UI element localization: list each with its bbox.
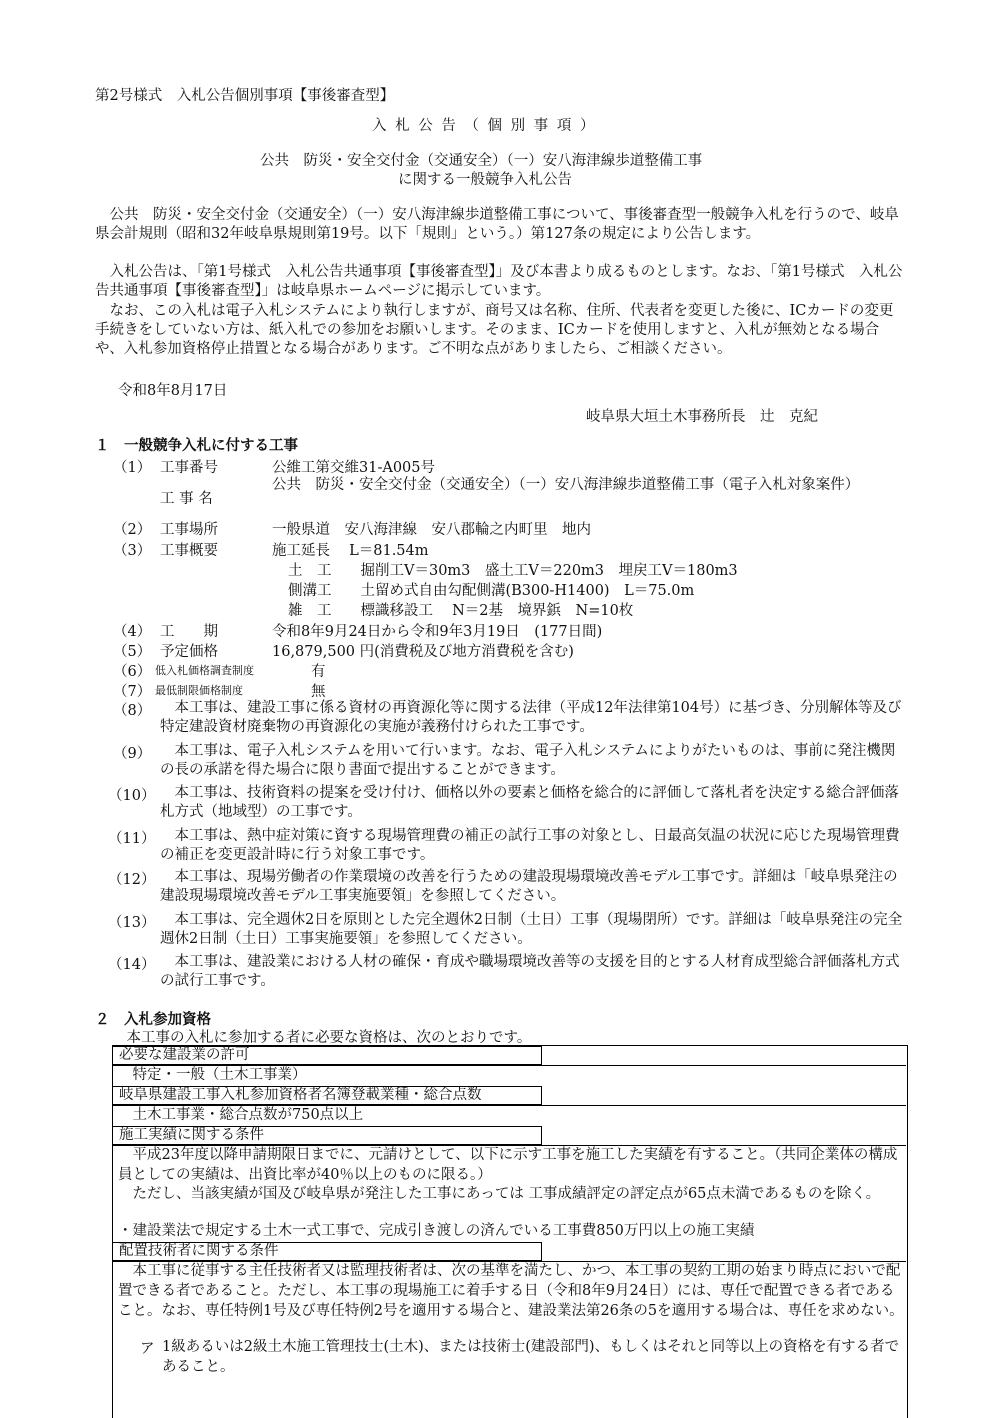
intro-paragraph-2: 入札公告は、「第1号様式 入札公告共通事項【事後審査型】」及び本書より成るものとします。なお、「第1号様式 入札公告共通事項【事後審査型】」は岐阜県ホームページに掲示しています。 [95,264,903,299]
table-cell-registry: 土木工事業・総合点数が750点以上 [118,1107,364,1123]
item-3-number: （3） [113,543,152,559]
item-7-value: 無 [311,684,326,700]
item-4-number: （4） [113,624,152,640]
item-12-text: 本工事は、現場労働者の作業環境の改善を行うための建設現場環境改善モデル工事です。詳細は「岐阜県発注の建設現場環境改善モデル工事実施要領」を参照してください。 [160,869,898,904]
table-cell-experience-b: ただし、当該実績が国及び岐阜県が発注した工事にあっては 工事成績評定の評定点が65点未満であるものを除く。 [118,1186,881,1202]
table-cell-experience-c: ・建設業法で規定する土木一式工事で、完成引き渡しの済んでいる工事費850万円以上の施工実績 [118,1223,755,1239]
table-cell-engineer-mark: ア [140,1341,155,1357]
table-header-license: 必要な建設業の許可 [112,1046,542,1065]
item-13-number: （13） [108,915,156,931]
table-header-registry: 岐阜県建設工事入札参加資格者名簿登載業種・総合点数 [112,1086,542,1105]
form-label: 第2号様式 入札公告個別事項【事後審査型】 [95,88,395,104]
item-6-number: （6） [113,664,152,680]
section2-lead: 本工事の入札に参加する者に必要な資格は、次のとおりです。 [112,1030,532,1046]
item-12-number: （12） [108,872,156,888]
table-row-license [112,1065,906,1084]
item-9-number: （9） [113,746,152,762]
item-4-label: 工 期 [160,624,218,640]
item-8-number: （8） [113,703,152,719]
item-2-value: 一般県道 安八海津線 安八郡輪之内町里 地内 [272,522,591,538]
item-14-text: 本工事は、建設業における人材の確保・育成や職場環境改善等の支援を目的とする人材育成型総合評価落札方式の試行工事です。 [160,954,900,989]
table-row-registry [112,1105,906,1124]
item-2-number: （2） [113,522,152,538]
item-5-number: （5） [113,644,152,660]
page-title: 入 札 公 告 （ 個 別 事 項 ） [372,118,597,134]
table-cell-experience-a: 平成23年度以降申請期限日までに、元請けとして、以下に示す工事を施工した実績を有すること。（共同企業体の構成員としての実績は、出資比率が40％以上のものに限る。） [118,1147,898,1183]
item-9-text: 本工事は、電子入札システムを用いて行います。なお、電子入札システムによりがたいものは、事前に発注機関の長の承諾を得た場合に限り書面で提出することができます。 [160,743,896,778]
item-3-value-c: 側溝工 土留め式自由勾配側溝(B300-H1400) L＝75.0m [288,583,695,599]
item-10-text: 本工事は、技術資料の提案を受け付け、価格以外の要素と価格を総合的に評価して落札者を決定する総合評価落札方式（地域型）の工事です。 [160,785,899,820]
item-7-label: 最低制限価格制度 [155,684,243,697]
item-11-text: 本工事は、熱中症対策に資する現場管理費の補正の試行工事の対象とし、日最高気温の状況に応じた現場管理費の補正を変更設計時に行う対象工事です。 [160,828,900,863]
issuer-name: 岐阜県大垣土木事務所長 辻 克紀 [586,409,818,425]
table-header-engineer: 配置技術者に関する条件 [112,1242,542,1261]
item-10-number: （10） [108,788,156,804]
item-3-value-a: 施工延長 L＝81.54m [272,543,429,559]
item-6-label: 低入札価格調査制度 [155,664,254,677]
item-1b-value: 公共 防災・安全交付金（交通安全）（一）安八海津線歩道整備工事（電子入札対象案件） [272,477,860,493]
notice-subtitle-line2: に関する一般競争入札公告 [398,172,572,188]
table-cell-engineer-a: 本工事に従事する主任技術者又は監理技術者は、次の基準を満たし、かつ、本工事の契約工期の始まり時点においで配置できる者であること。ただし、本工事の現場施工に着手する日（令和8年9月24日）には、専任で配置できる者であること。なお、専任特例1号及び専任特例2号を適用する場合と、建設業法第26条の5を適用する場合は、専任を求めない。 [118,1263,904,1319]
item-3-label: 工事概要 [160,543,218,559]
item-1-number: （1） [113,460,152,476]
intro-paragraph-1: 公共 防災・安全交付金（交通安全）（一）安八海津線歩道整備工事について、事後審査型一般競争入札を行うので、岐阜県会計規則（昭和32年岐阜県規則第19号。以下「規則」という。）第127条の規定により公告します。 [95,207,899,242]
item-4-value: 令和8年9月24日から令和9年3月19日 (177日間) [272,624,603,640]
item-5-label: 予定価格 [160,644,218,660]
item-1b-label: 工 事 名 [160,491,213,507]
item-2-label: 工事場所 [160,522,218,538]
item-13-text: 本工事は、完全週休2日を原則とした完全週休2日制（土日）工事（現場閉所）です。詳細は「岐阜県発注の完全週休2日制（土日）工事実施要領」を参照してください。 [160,912,903,947]
notice-subtitle-line1: 公共 防災・安全交付金（交通安全）（一）安八海津線歩道整備工事 [260,153,703,169]
section1-heading: １ 一般競争入札に付する工事 [95,437,298,454]
table-header-experience: 施工実績に関する条件 [112,1126,542,1145]
section2-heading: ２ 入札参加資格 [95,1011,211,1028]
item-6-value: 有 [311,664,326,680]
item-8-text: 本工事は、建設工事に係る資材の再資源化等に関する法律（平成12年法律第104号）に基づき、分別解体等及び特定建設資材廃棄物の再資源化の実施が義務付けられた工事です。 [160,700,902,735]
item-3-value-d: 雑 工 標識移設工 N＝2基 境界鋲 N=10枚 [288,603,634,619]
notice-date: 令和8年8月17日 [118,383,228,399]
item-14-number: （14） [108,957,156,973]
item-7-number: （7） [113,684,152,700]
intro-paragraph-3: なお、この入札は電子入札システムにより執行しますが、商号又は名称、住所、代表者を変更した後に、ICカードの変更手続きをしていない方は、紙入札での参加をお願いします。そのまま、ICカードを使用しますと、入札が無効となる場合や、入札参加資格停止措置となる場合があります。ご不明な点がありましたら、ご相談ください。 [95,303,894,357]
table-cell-license: 特定・一般（土木工事業） [118,1067,307,1083]
item-11-number: （11） [108,831,156,847]
table-cell-engineer-b: 1級あるいは2級土木施工管理技士(土木)、または技術士(建設部門)、もしくはそれと同等以上の資格を有する者であること。 [162,1339,900,1375]
item-1-value: 公維工第交維31-A005号 [272,460,435,476]
item-3-value-b: 土 工 掘削工V＝30m3 盛土工V＝220m3 埋戻工V＝180m3 [288,563,738,579]
item-5-value: 16,879,500 円(消費税及び地方消費税を含む) [272,644,574,660]
item-1-label: 工事番号 [160,460,218,476]
